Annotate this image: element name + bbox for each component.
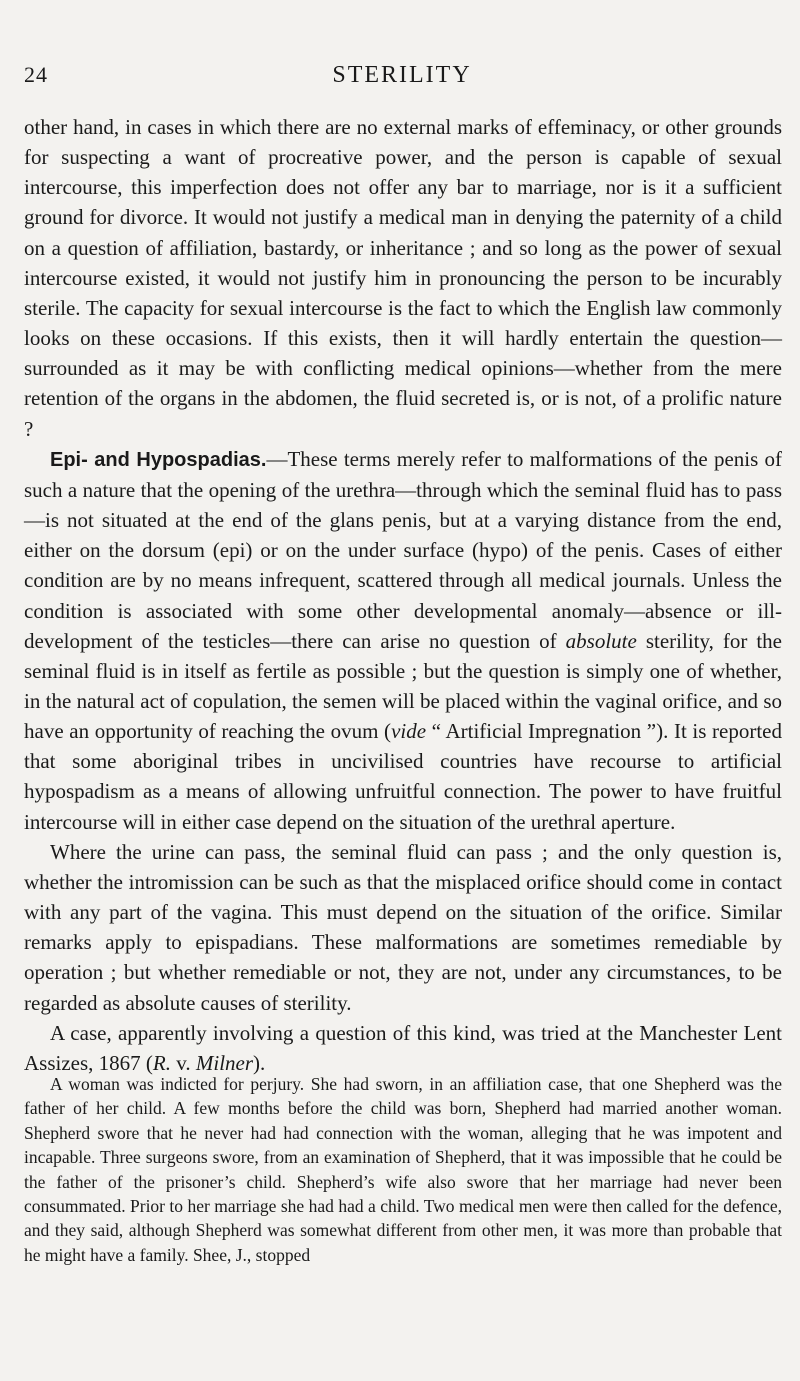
paragraph-urine <box>24 837 782 1018</box>
paragraph-text: sterility, for the seminal fluid is in itself as fertile as possible ; but the question is simply one of whether, in the natural act of copulation, the semen will be placed within the vaginal orifice, and so have an opportunity of reaching the ovum ( <box>24 628 783 744</box>
emphasis-text: absolute <box>565 628 637 653</box>
paragraph-text: Where the urine can pass, the seminal fluid can pass ; and the only question is, whether the intromission can be such as that the misplaced orifice should come in contact with any part of the vagina. This must depend on the situation of the orifice. Similar remarks apply to epispadians. These malformations are sometimes remediable by operation ; but whether remediable or not, they are not, under any circumstances, to be regarded as absolute causes of sterility. <box>24 839 782 1015</box>
paragraph-text: A case, apparently involving a question of this kind, was tried at the Manchester Lent Assizes, 1867 ( <box>24 1020 782 1075</box>
case-report-text: A woman was indicted for perjury. She had sworn, in an affiliation case, that one Shepherd was the father of her child. A few months before the child was born, Shepherd had married another woman. Shepherd swore that he never had had connection with the woman, alleging that he was impotent and incapable. Three surgeons swore, from an examination of Shepherd, that it was impossible that he could be the father of the prisoner’s child. Shepherd’s wife also swore that her marriage had never been consummated. Prior to her marriage she had had a child. Two medical men were then called for the defence, and they said, although Shepherd was somewhat different from other men, it was more than probable that he might have a family. Shee, J., stopped <box>24 1074 782 1265</box>
emphasis-text: vide <box>391 719 427 744</box>
body-text <box>24 112 782 1078</box>
paragraph-text: ). <box>253 1050 266 1075</box>
case-report <box>24 1072 782 1267</box>
case-citation: Milner <box>195 1050 254 1075</box>
running-title: STERILITY <box>332 62 472 88</box>
paragraph-text: —These terms merely refer to malformations of the penis of such a nature that the opening of the urethra—through which the seminal fluid has to pass—is not situated at the end of the glans penis, but at a varying distance from the end, either on the dorsum (epi) or on the under surface (hypo) of the penis. Cases of either condition are by no means infrequent, scattered through all medical journals. Unless the condition is associated with some other developmental anomaly—absence or ill-development of the testicles—there can arise no question of <box>24 446 783 653</box>
running-head <box>24 62 780 96</box>
paragraph-hypospadias <box>24 444 782 837</box>
paragraph-text: “ Artificial Impregnation ”). It is reported that some aboriginal tribes in uncivilised countries have recourse to artificial hypospadism as a means of allowing unfruitful connection. The power to have fruitful intercourse will in either case depend on the situation of the urethral aperture. <box>24 719 782 834</box>
paragraph-effeminacy <box>24 112 782 444</box>
section-heading: Epi- and Hypospadias. <box>50 448 267 471</box>
paragraph-case-intro <box>24 1018 782 1078</box>
case-citation: R. <box>152 1050 171 1075</box>
paragraph-text: v. <box>170 1050 196 1075</box>
paragraph-text: other hand, in cases in which there are no external marks of effeminacy, or other grounds for suspecting a want of procreative power, and the person is capable of sexual intercourse, this imperfection does not offer any bar to marriage, nor is it a sufficient ground for divorce. It would not justify a medical man in denying the paternity of a child on a question of affiliation, bastardy, or inheritance ; and so long as the power of sexual intercourse existed, it would not justify him in pronouncing the person to be incurably sterile. The capacity for sexual intercourse is the fact to which the English law commonly looks on these occasions. If this exists, then it will hardly entertain the question—surrounded as it may be with conflicting medical opinions—whether from the mere retention of the organs in the abdomen, the fluid secreted is, or is not, of a prolific nature ? <box>24 115 782 441</box>
page-number: 24 <box>24 62 48 87</box>
